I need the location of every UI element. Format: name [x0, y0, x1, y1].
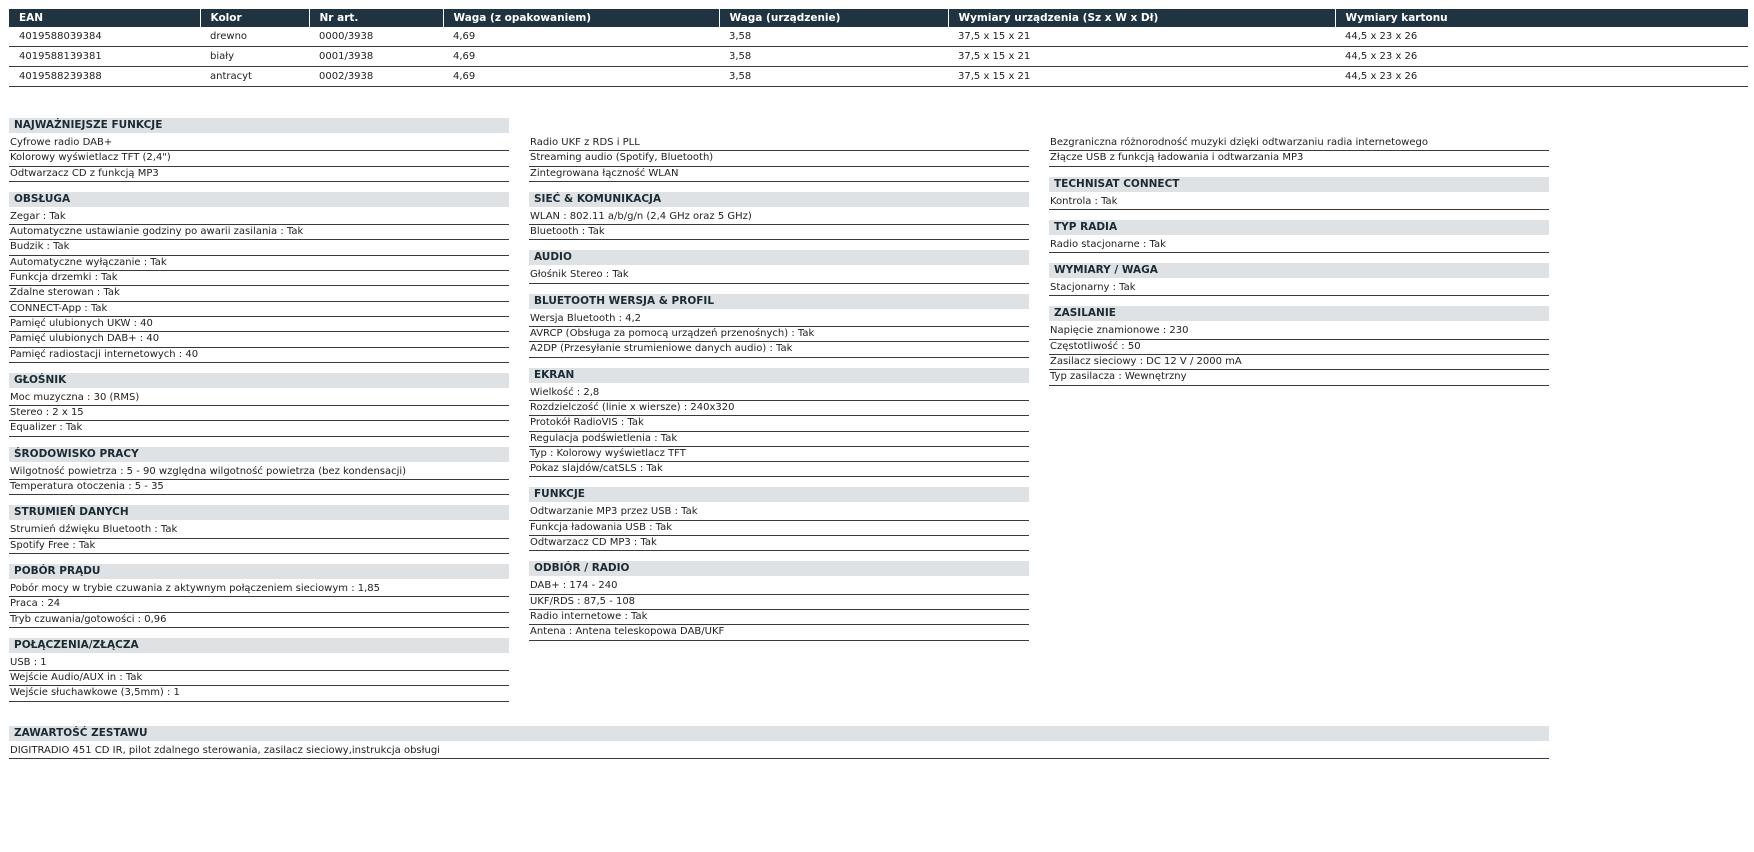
spec-row: Bezgraniczna różnorodność muzyki dzięki odtwarzaniu radia internetowego — [1049, 136, 1549, 151]
spec-row: CONNECT-App : Tak — [9, 302, 509, 317]
cell-waga-opak: 4,69 — [443, 47, 719, 67]
spec-row: Częstotliwość : 50 — [1049, 340, 1549, 355]
spec-section — [9, 638, 509, 702]
header-wymiary-kart: Wymiary kartonu — [1335, 9, 1748, 27]
section-header: ODBIÓR / RADIO — [529, 561, 1029, 576]
spec-row: Wejście Audio/AUX in : Tak — [9, 671, 509, 686]
cell-nr-art: 0001/3938 — [309, 47, 443, 67]
spec-row: Tryb czuwania/gotowości : 0,96 — [9, 613, 509, 628]
cell-waga-urz: 3,58 — [719, 27, 948, 47]
spec-row: Odtwarzanie MP3 przez USB : Tak — [529, 505, 1029, 520]
spec-row: Automatyczne ustawianie godziny po awarii zasilania : Tak — [9, 225, 509, 240]
spec-row: Kontrola : Tak — [1049, 195, 1549, 210]
section-header: SIEĆ & KOMUNIKACJA — [529, 192, 1029, 207]
header-waga-urz: Waga (urządzenie) — [719, 9, 948, 27]
spec-row: Regulacja podświetlenia : Tak — [529, 432, 1029, 447]
spec-row: Odtwarzacz CD z funkcją MP3 — [9, 167, 509, 182]
table-header-row — [9, 9, 1748, 27]
spec-section — [9, 447, 509, 496]
header-kolor: Kolor — [200, 9, 309, 27]
spec-column-3 — [1049, 118, 1549, 396]
section-header: POBÓR PRĄDU — [9, 564, 509, 579]
spec-row: Spotify Free : Tak — [9, 539, 509, 554]
spec-row: Funkcja ładowania USB : Tak — [529, 521, 1029, 536]
spec-row: Antena : Antena teleskopowa DAB/UKF — [529, 625, 1029, 640]
spec-section — [529, 561, 1029, 640]
spec-row: Rozdzielczość (linie x wiersze) : 240x320 — [529, 401, 1029, 416]
table-row — [9, 27, 1748, 47]
spec-row: Napięcie znamionowe : 230 — [1049, 324, 1549, 339]
cell-ean: 4019588139381 — [9, 47, 200, 67]
spec-row: Moc muzyczna : 30 (RMS) — [9, 391, 509, 406]
spec-row: Praca : 24 — [9, 597, 509, 612]
section-header: GŁOŚNIK — [9, 373, 509, 388]
spec-row: Wilgotność powietrza : 5 - 90 względna wilgotność powietrza (bez kondensacji) — [9, 465, 509, 480]
spec-row: Budzik : Tak — [9, 240, 509, 255]
spec-column-1 — [9, 118, 509, 712]
spec-section — [529, 294, 1029, 358]
section-header-package: ZAWARTOŚĆ ZESTAWU — [9, 726, 1549, 741]
spec-row: Radio UKF z RDS i PLL — [529, 136, 1029, 151]
section-header: WYMIARY / WAGA — [1049, 263, 1549, 278]
spec-section — [1049, 220, 1549, 253]
section-header: TYP RADIA — [1049, 220, 1549, 235]
spec-row: Stereo : 2 x 15 — [9, 406, 509, 421]
spec-row: Wielkość : 2,8 — [529, 386, 1029, 401]
spec-section — [529, 250, 1029, 283]
cell-waga-opak: 4,69 — [443, 27, 719, 47]
section-header: ZASILANIE — [1049, 306, 1549, 321]
spec-section — [1049, 306, 1549, 385]
spec-row: A2DP (Przesyłanie strumieniowe danych audio) : Tak — [529, 342, 1029, 357]
table-row — [9, 67, 1748, 87]
spec-row: Typ zasilacza : Wewnętrzny — [1049, 370, 1549, 385]
section-header: POŁĄCZENIA/ZŁĄCZA — [9, 638, 509, 653]
spec-row: Automatyczne wyłączanie : Tak — [9, 256, 509, 271]
package-contents-section — [9, 726, 1549, 759]
spec-row: USB : 1 — [9, 656, 509, 671]
section-header: BLUETOOTH WERSJA & PROFIL — [529, 294, 1029, 309]
spec-row: Pokaz slajdów/catSLS : Tak — [529, 462, 1029, 477]
section-header: EKRAN — [529, 368, 1029, 383]
spec-row: Stacjonarny : Tak — [1049, 281, 1549, 296]
spec-section — [9, 505, 509, 554]
spec-row: Pobór mocy w trybie czuwania z aktywnym połączeniem sieciowym : 1,85 — [9, 582, 509, 597]
header-wymiary-urz: Wymiary urządzenia (Sz x W x Dł) — [948, 9, 1335, 27]
cell-kolor: biały — [200, 47, 309, 67]
table-row — [9, 47, 1748, 67]
spec-row: Cyfrowe radio DAB+ — [9, 136, 509, 151]
cell-wymiary-kart: 44,5 x 23 x 26 — [1335, 47, 1748, 67]
section-header: OBSŁUGA — [9, 192, 509, 207]
spec-row: Protokół RadioVIS : Tak — [529, 416, 1029, 431]
spec-row: Odtwarzacz CD MP3 : Tak — [529, 536, 1029, 551]
product-variants-table — [9, 9, 1748, 87]
cell-wymiary-kart: 44,5 x 23 x 26 — [1335, 67, 1748, 87]
cell-waga-urz: 3,58 — [719, 67, 948, 87]
section-header-spacer — [529, 118, 1029, 133]
cell-kolor: drewno — [200, 27, 309, 47]
spec-row: Kolorowy wyświetlacz TFT (2,4") — [9, 151, 509, 166]
cell-wymiary-kart: 44,5 x 23 x 26 — [1335, 27, 1748, 47]
spec-row: Wejście słuchawkowe (3,5mm) : 1 — [9, 686, 509, 701]
spec-section — [9, 373, 509, 437]
spec-section — [529, 118, 1029, 182]
section-header: STRUMIEŃ DANYCH — [9, 505, 509, 520]
cell-ean: 4019588239388 — [9, 67, 200, 87]
spec-row: DIGITRADIO 451 CD IR, pilot zdalnego sterowania, zasilacz sieciowy,instrukcja obsługi — [9, 744, 1549, 759]
spec-row: Wersja Bluetooth : 4,2 — [529, 312, 1029, 327]
spec-row: Radio internetowe : Tak — [529, 610, 1029, 625]
spec-row: Strumień dźwięku Bluetooth : Tak — [9, 523, 509, 538]
section-header-spacer — [1049, 118, 1549, 133]
spec-row: Pamięć ulubionych UKW : 40 — [9, 317, 509, 332]
spec-column-2 — [529, 118, 1029, 651]
spec-section — [529, 192, 1029, 241]
spec-row: Zdalne sterowan : Tak — [9, 286, 509, 301]
section-header: ŚRODOWISKO PRACY — [9, 447, 509, 462]
section-header: TECHNISAT CONNECT — [1049, 177, 1549, 192]
spec-section — [9, 118, 509, 182]
spec-section — [529, 368, 1029, 478]
spec-section — [1049, 177, 1549, 210]
spec-row: Głośnik Stereo : Tak — [529, 268, 1029, 283]
spec-row: Funkcja drzemki : Tak — [9, 271, 509, 286]
cell-kolor: antracyt — [200, 67, 309, 87]
spec-section — [1049, 118, 1549, 167]
section-header: NAJWAŻNIEJSZE FUNKCJE — [9, 118, 509, 133]
section-header: FUNKCJE — [529, 487, 1029, 502]
cell-wymiary-urz: 37,5 x 15 x 21 — [948, 67, 1335, 87]
spec-row: Streaming audio (Spotify, Bluetooth) — [529, 151, 1029, 166]
header-waga-opak: Waga (z opakowaniem) — [443, 9, 719, 27]
spec-section — [9, 564, 509, 628]
header-nr-art: Nr art. — [309, 9, 443, 27]
cell-wymiary-urz: 37,5 x 15 x 21 — [948, 47, 1335, 67]
spec-section — [1049, 263, 1549, 296]
spec-row: Equalizer : Tak — [9, 421, 509, 436]
spec-row: WLAN : 802.11 a/b/g/n (2,4 GHz oraz 5 GHz) — [529, 210, 1029, 225]
spec-row: Temperatura otoczenia : 5 - 35 — [9, 480, 509, 495]
cell-wymiary-urz: 37,5 x 15 x 21 — [948, 27, 1335, 47]
spec-row: Złącze USB z funkcją ładowania i odtwarzania MP3 — [1049, 151, 1549, 166]
spec-row: AVRCP (Obsługa za pomocą urządzeń przenośnych) : Tak — [529, 327, 1029, 342]
section-header: AUDIO — [529, 250, 1029, 265]
spec-row: UKF/RDS : 87,5 - 108 — [529, 595, 1029, 610]
spec-row: Pamięć ulubionych DAB+ : 40 — [9, 332, 509, 347]
spec-row: Typ : Kolorowy wyświetlacz TFT — [529, 447, 1029, 462]
spec-row: Radio stacjonarne : Tak — [1049, 238, 1549, 253]
cell-nr-art: 0002/3938 — [309, 67, 443, 87]
spec-row: Zasilacz sieciowy : DC 12 V / 2000 mA — [1049, 355, 1549, 370]
cell-waga-opak: 4,69 — [443, 67, 719, 87]
spec-row: Zintegrowana łączność WLAN — [529, 167, 1029, 182]
spec-section — [529, 487, 1029, 551]
spec-section — [9, 192, 509, 363]
spec-row: DAB+ : 174 - 240 — [529, 579, 1029, 594]
spec-row: Zegar : Tak — [9, 210, 509, 225]
header-ean: EAN — [9, 9, 200, 27]
cell-waga-urz: 3,58 — [719, 47, 948, 67]
spec-row: Pamięć radiostacji internetowych : 40 — [9, 348, 509, 363]
cell-nr-art: 0000/3938 — [309, 27, 443, 47]
cell-ean: 4019588039384 — [9, 27, 200, 47]
spec-row: Bluetooth : Tak — [529, 225, 1029, 240]
